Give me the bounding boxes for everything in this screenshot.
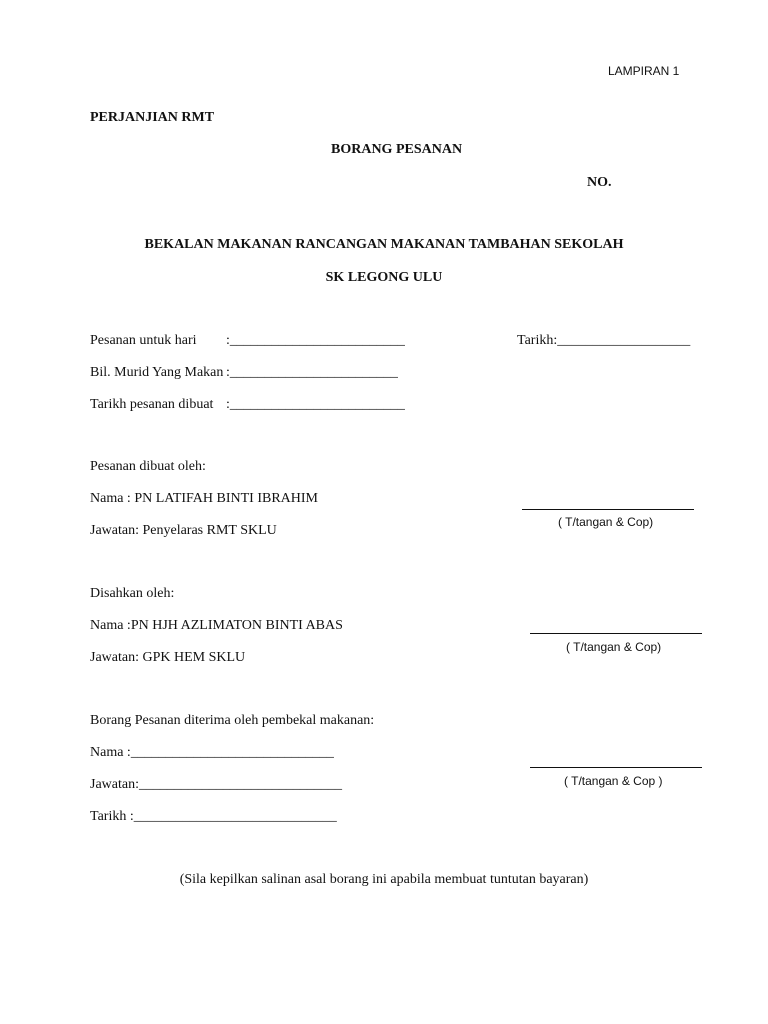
approved-by-signature-line [530, 633, 702, 634]
received-by-signature-caption: ( T/tangan & Cop ) [564, 774, 663, 788]
form-title: BORANG PESANAN [331, 142, 463, 157]
order-made-date-field: :_________________________ [226, 397, 405, 412]
order-day-label: Pesanan untuk hari [90, 333, 197, 348]
pupil-count-label: Bil. Murid Yang Makan [90, 365, 224, 380]
ordered-by-heading: Pesanan dibuat oleh: [90, 459, 206, 474]
received-by-heading: Borang Pesanan diterima oleh pembekal makanan: [90, 713, 375, 728]
approved-by-position: Jawatan: GPK HEM SKLU [90, 650, 246, 665]
lampiran-label: LAMPIRAN 1 [608, 64, 680, 78]
ordered-by-signature-line [522, 509, 694, 510]
order-date-field: Tarikh:___________________ [517, 333, 691, 348]
order-day-field: :_________________________ [226, 333, 405, 348]
pupil-count-field: :________________________ [226, 365, 398, 380]
form-number-label: NO. [587, 175, 612, 190]
approved-by-heading: Disahkan oleh: [90, 586, 175, 601]
received-by-signature-line [530, 767, 702, 768]
ordered-by-position: Jawatan: Penyelaras RMT SKLU [90, 523, 277, 538]
agreement-title: PERJANJIAN RMT [90, 110, 215, 125]
received-by-name-field: Nama :_____________________________ [90, 745, 334, 760]
footer-note: (Sila kepilkan salinan asal borang ini apabila membuat tuntutan bayaran) [179, 872, 589, 887]
supply-title: BEKALAN MAKANAN RANCANGAN MAKANAN TAMBAHAN SEKOLAH [144, 237, 624, 252]
ordered-by-name: Nama : PN LATIFAH BINTI IBRAHIM [90, 491, 318, 506]
approved-by-signature-caption: ( T/tangan & Cop) [566, 640, 662, 654]
order-made-date-label: Tarikh pesanan dibuat [90, 397, 214, 412]
received-by-date-field: Tarikh :_____________________________ [90, 809, 337, 824]
ordered-by-signature-caption: ( T/tangan & Cop) [558, 515, 654, 529]
received-by-position-field: Jawatan:_____________________________ [90, 777, 342, 792]
approved-by-name: Nama :PN HJH AZLIMATON BINTI ABAS [90, 618, 343, 633]
school-name: SK LEGONG ULU [325, 270, 443, 285]
